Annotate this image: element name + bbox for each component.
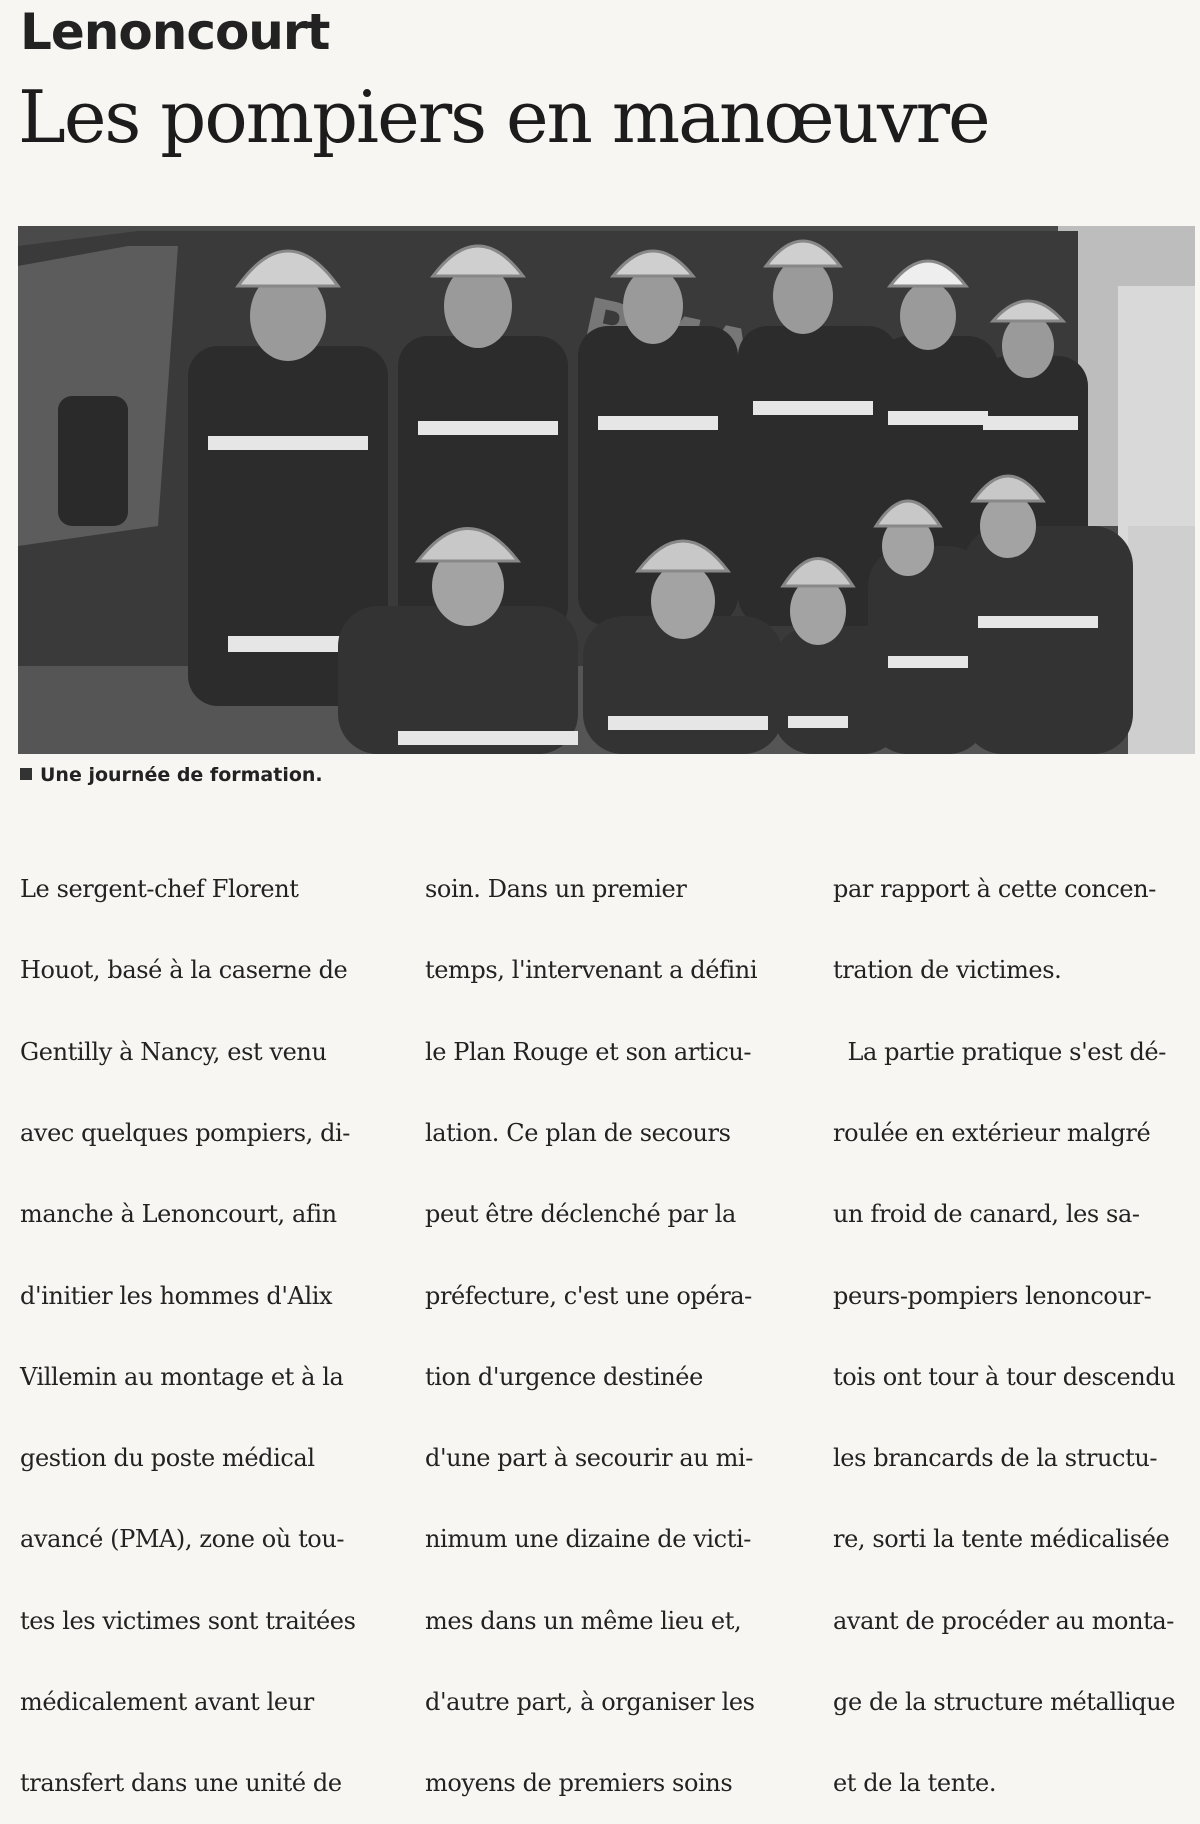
text-line: soin. Dans un premier	[425, 875, 687, 904]
text-line: peut être déclenché par la	[425, 1200, 736, 1229]
text-line: avancé (PMA), zone où tou-	[20, 1525, 345, 1554]
text-line: tois ont tour à tour descendu	[833, 1362, 1176, 1391]
text-line: préfecture, c'est une opéra-	[425, 1281, 752, 1310]
caption-text: Une journée de formation.	[40, 764, 323, 786]
text-line: manche à Lenoncourt, afin	[20, 1200, 337, 1229]
firefighters-photo-illustration	[18, 226, 1195, 754]
text-line: ge de la structure métallique	[833, 1688, 1176, 1716]
article-kicker: Lenoncourt	[20, 3, 330, 61]
text-line: Le sergent-chef Florent	[20, 875, 299, 904]
text-line: tion d'urgence destinée	[425, 1362, 703, 1391]
text-column-2	[425, 822, 757, 1824]
text-line: d'initier les hommes d'Alix	[20, 1281, 333, 1310]
group-photo	[18, 226, 1195, 754]
text-line: nimum une dizaine de victi-	[425, 1525, 751, 1554]
text-line: roulée en extérieur malgré	[833, 1119, 1151, 1148]
article-headline: Les pompiers en manœuvre	[18, 75, 989, 159]
text-line: transfert dans une unité de	[20, 1769, 342, 1798]
text-line: tration de victimes.	[833, 956, 1062, 985]
text-column-1	[20, 822, 356, 1824]
text-line: peurs-pompiers lenoncour-	[833, 1281, 1152, 1310]
text-line: Gentilly à Nancy, est venu	[20, 1037, 327, 1066]
text-line: temps, l'intervenant a défini	[425, 956, 758, 985]
text-line: mes dans un même lieu et,	[425, 1606, 742, 1635]
text-line: lation. Ce plan de secours	[425, 1119, 731, 1148]
photo-caption	[20, 764, 323, 786]
text-line: avec quelques pompiers, di-	[20, 1119, 351, 1148]
text-line: avant de procéder au monta-	[833, 1606, 1175, 1635]
text-line: Villemin au montage et à la	[20, 1362, 344, 1391]
text-line: un froid de canard, les sa-	[833, 1200, 1140, 1229]
caption-bullet	[20, 768, 32, 780]
text-line: et de la tente.	[833, 1769, 997, 1798]
text-column-3	[833, 822, 1175, 1824]
text-line: re, sorti la tente médicalisée	[833, 1525, 1170, 1554]
text-line: le Plan Rouge et son articu-	[425, 1037, 752, 1066]
text-line: par rapport à cette concen-	[833, 875, 1156, 904]
text-line: gestion du poste médical	[20, 1444, 315, 1473]
text-line: d'autre part, à organiser les	[425, 1688, 755, 1716]
text-line: La partie pratique s'est dé-	[833, 1037, 1166, 1066]
text-line: Houot, basé à la caserne de	[20, 956, 348, 985]
text-line: d'une part à secourir au mi-	[425, 1444, 753, 1473]
text-line: moyens de premiers soins	[425, 1769, 733, 1798]
text-line: tes les victimes sont traitées	[20, 1606, 356, 1635]
text-line: les brancards de la structu-	[833, 1444, 1158, 1473]
text-line: médicalement avant leur	[20, 1688, 314, 1716]
